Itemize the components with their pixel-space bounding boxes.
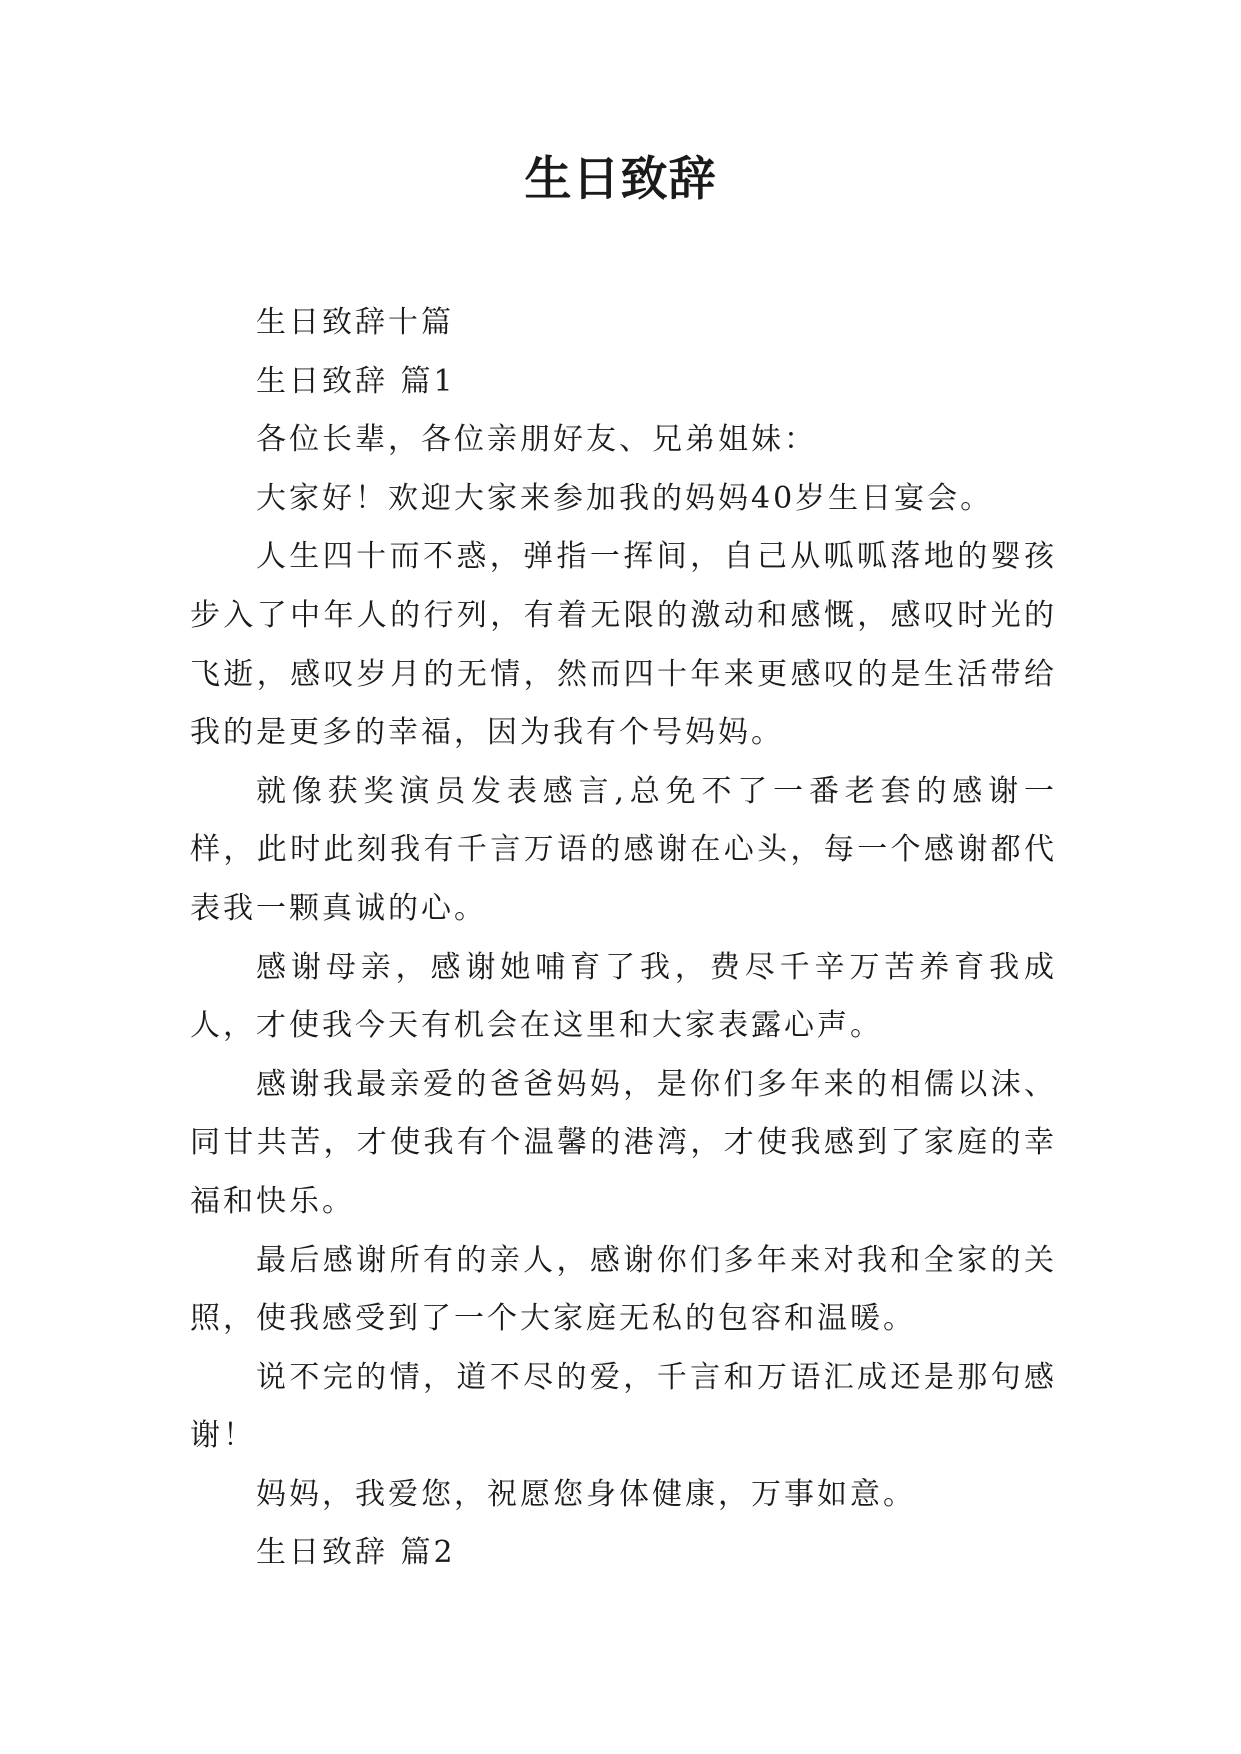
collection-heading: 生日致辞十篇: [256, 305, 454, 340]
paragraph: 大家好！欢迎大家来参加我的妈妈40岁生日宴会。: [256, 480, 994, 516]
paragraph: 感谢我最亲爱的爸爸妈妈，是你们多年来的相儒以沫、同甘共苦，才使我有个温馨的港湾，才使我感到了家庭的幸福和快乐。: [190, 1066, 1057, 1219]
salutation: 各位长辈，各位亲朋好友、兄弟姐妹：: [256, 422, 817, 458]
paragraph: 说不完的情，道不尽的爱，千言和万语汇成还是那句感谢！: [190, 1359, 1057, 1454]
paragraph: 人生四十而不惑，弹指一挥间，自己从呱呱落地的婴孩步入了中年人的行列，有着无限的激动和感慨，感叹时光的飞逝，感叹岁月的无情，然而四十年来更感叹的是生活带给我的是更多的幸福，因为我有个号妈妈。: [190, 539, 1057, 751]
section-heading-2: 生日致辞 篇2: [256, 1535, 456, 1571]
paragraph: 妈妈，我爱您，祝愿您身体健康，万事如意。: [256, 1476, 916, 1512]
paragraph: 感谢母亲，感谢她哺育了我，费尽千辛万苦养育我成人，才使我今天有机会在这里和大家表露心声。: [190, 949, 1057, 1044]
paragraph: 就像获奖演员发表感言,总免不了一番老套的感谢一样，此时此刻我有千言万语的感谢在心头，每一个感谢都代表我一颗真诚的心。: [190, 773, 1057, 926]
document-title: 生日致辞: [524, 152, 717, 207]
section-heading-1: 生日致辞 篇1: [256, 363, 456, 399]
paragraph: 最后感谢所有的亲人，感谢你们多年来对我和全家的关照，使我感受到了一个大家庭无私的包容和温暖。: [190, 1242, 1057, 1337]
document-body: [190, 294, 1057, 1583]
